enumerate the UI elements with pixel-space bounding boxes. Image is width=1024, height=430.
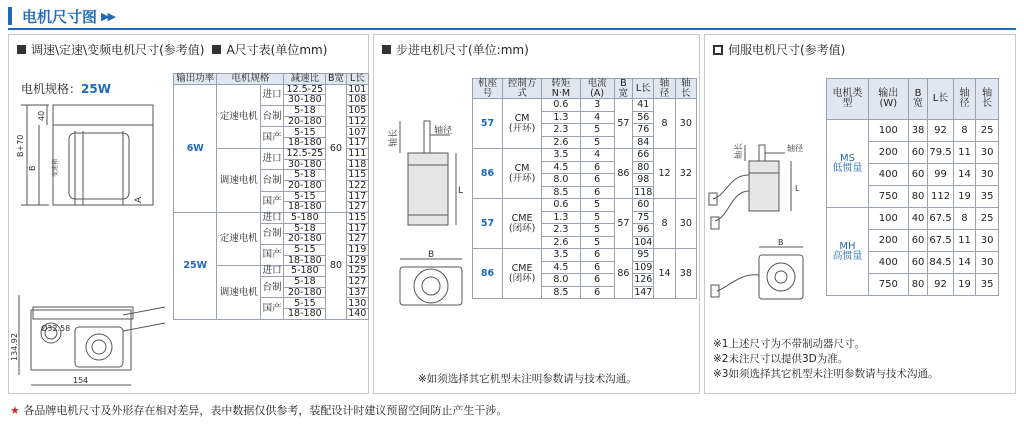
control-cell <box>502 99 541 149</box>
control-loop: (开环) <box>508 172 536 184</box>
ratio-cell: 5-15 <box>284 191 326 202</box>
l-length-cell: 127 <box>346 277 368 288</box>
l-length-cell: 76 <box>633 124 654 137</box>
servo-motor-drawing <box>709 105 825 305</box>
value-cell: 30 <box>976 230 999 252</box>
ratio-cell: 20-180 <box>284 287 326 298</box>
page-header <box>8 4 114 28</box>
l-length-cell: 118 <box>634 186 653 198</box>
current-cell: 5 <box>580 236 614 249</box>
table-row <box>473 249 697 262</box>
value-cell: 14 <box>953 164 976 186</box>
torque-cell: 2.3 <box>542 124 580 137</box>
value-cell: 40 <box>908 208 928 230</box>
panel1-title: 调速\定速\变频电机尺寸(参考值) A尺寸表(单位mm) <box>17 41 327 58</box>
torque-cell: 0.6 <box>542 199 580 212</box>
l-length-cell: 104 <box>634 236 653 248</box>
control-cell <box>502 199 541 249</box>
brand-cell: 台制 <box>260 277 283 298</box>
table-row <box>174 212 369 223</box>
l-length-cell: 117 <box>346 138 368 149</box>
control-mode: CME <box>511 213 533 224</box>
torque-cell: 2.3 <box>542 224 580 237</box>
value-cell: 112 <box>928 186 953 208</box>
header-accent-bar <box>8 7 12 25</box>
value-cell: 60 <box>908 252 928 274</box>
torque-cell: 8.0 <box>542 174 580 187</box>
torque-cell: 1.3 <box>542 111 580 124</box>
ratio-cell: 5-18 <box>284 223 326 234</box>
ratio-cell: 5-18 <box>284 277 326 288</box>
l-length-cell: 122 <box>346 180 368 191</box>
brand-cell: 国产 <box>260 245 283 266</box>
frame-cell: 86 <box>473 249 503 299</box>
brand-cell: 国产 <box>260 191 283 212</box>
l-length-cell: 130 <box>346 298 368 309</box>
dim-b70-label: B+70 <box>16 134 25 157</box>
dim-b-label: B <box>28 165 37 171</box>
l-length-cell: 137 <box>346 287 368 298</box>
l-length-cell: 118 <box>346 159 368 170</box>
table-header: L长 <box>346 74 368 85</box>
value-cell: 60 <box>908 230 928 252</box>
table-header: 电流(A) <box>580 79 614 99</box>
table-header: 电机类型 <box>827 79 869 120</box>
table-row <box>473 199 697 212</box>
current-cell: 6 <box>580 261 614 274</box>
table-header: 轴长 <box>675 79 696 99</box>
shaft-len-cell: 30 <box>675 99 696 149</box>
value-cell: 60 <box>908 164 928 186</box>
ac-motor-panel <box>8 34 369 394</box>
torque-cell: 1.3 <box>542 211 580 224</box>
table-header: 轴径 <box>654 79 675 99</box>
value-cell: 35 <box>976 186 999 208</box>
torque-cell: 2.6 <box>542 236 580 249</box>
current-cell: 3 <box>580 99 614 112</box>
square-bullet-icon <box>212 45 221 54</box>
table-header: 轴长 <box>976 79 999 120</box>
table-header: 机座号 <box>473 79 503 99</box>
l-length-cell: 66 <box>633 149 654 162</box>
shaft-length-label: 轴长 <box>389 128 399 147</box>
torque-cell: 4.5 <box>542 261 580 274</box>
shaft-dia-label: 轴径 <box>434 126 453 136</box>
ratio-cell: 5-180 <box>284 266 326 277</box>
current-cell: 6 <box>580 286 614 299</box>
header-divider <box>8 28 1016 30</box>
ratio-cell: 5-15 <box>284 127 326 138</box>
current-cell: 5 <box>580 136 614 149</box>
ratio-cell: 5-15 <box>284 298 326 309</box>
value-cell: 25 <box>976 208 999 230</box>
l-length-cell: 60 <box>633 199 654 212</box>
value-cell: 400 <box>868 252 908 274</box>
servo-note: ※2未注尺寸以提供3D为准。 <box>713 353 849 365</box>
motor-type: MH <box>839 240 856 252</box>
ratio-cell: 5-18 <box>284 170 326 181</box>
value-cell: 67.5 <box>928 230 953 252</box>
current-cell: 5 <box>580 199 614 212</box>
control-loop: (开环) <box>508 122 536 134</box>
brand-cell: 进口 <box>260 84 283 105</box>
value-cell: 19 <box>953 186 976 208</box>
l-length-cell: 84 <box>633 136 654 149</box>
value-cell: 750 <box>868 274 908 296</box>
shaft-len-cell: 30 <box>675 199 696 249</box>
table-row <box>473 99 697 112</box>
shaft-dia-label: 轴径 <box>787 144 803 153</box>
value-cell: 8 <box>953 120 976 142</box>
servo-table <box>826 78 999 296</box>
shaft-dia-cell: 14 <box>654 249 675 299</box>
square-bullet-icon <box>17 45 26 54</box>
stepper-note: ※如须选择其它机型未注明参数请与技术沟通。 <box>418 373 637 385</box>
ratio-cell: 5-18 <box>284 106 326 117</box>
ac-motor-drawing <box>10 95 171 391</box>
value-cell: 30 <box>976 164 999 186</box>
brand-cell: 进口 <box>260 212 283 223</box>
brand-cell: 进口 <box>260 266 283 277</box>
square-bullet-icon <box>382 45 391 54</box>
spec-cell: 调速电机 <box>217 266 260 319</box>
motor-type-cell <box>827 208 869 296</box>
l-length-cell: 108 <box>346 95 368 106</box>
shaft-dia-cell: 12 <box>654 149 675 199</box>
value-cell: 14 <box>953 252 976 274</box>
table-row <box>174 84 369 95</box>
current-cell: 5 <box>580 224 614 237</box>
ratio-cell: 12.5-25 <box>284 84 326 95</box>
l-length-cell: 105 <box>346 106 368 117</box>
value-cell: 400 <box>868 164 908 186</box>
l-length-cell: 129 <box>346 255 368 266</box>
l-length-cell: 125 <box>346 266 368 277</box>
l-length-cell: 111 <box>346 148 368 159</box>
motor-inertia: 低惯量 <box>832 162 863 174</box>
motor-inertia: 高惯量 <box>832 250 863 262</box>
table-header: 转矩N·M <box>542 79 580 99</box>
l-length-cell: 80 <box>633 161 654 174</box>
value-cell: 100 <box>868 208 908 230</box>
table-header: 输出功率 <box>174 74 217 85</box>
value-cell: 38 <box>908 120 928 142</box>
spec-cell: 调速电机 <box>217 148 260 212</box>
dim-h-label: 134.92 <box>10 333 19 361</box>
table-header: 控制方式 <box>502 79 541 99</box>
brand-cell: 台制 <box>260 106 283 127</box>
stepper-motor-panel <box>373 34 700 394</box>
ratio-cell: 12.5-25 <box>284 148 326 159</box>
torque-cell: 2.6 <box>542 136 580 149</box>
table-header: 减速比 <box>284 74 326 85</box>
torque-cell: 8.0 <box>542 274 580 287</box>
brand-cell: 台制 <box>260 223 283 244</box>
ratio-cell: 20-180 <box>284 234 326 245</box>
table-header: B宽 <box>614 79 633 99</box>
value-cell: 35 <box>976 274 999 296</box>
servo-note: ※1上述尺寸为不带制动器尺寸。 <box>713 338 865 350</box>
table-row <box>827 120 999 142</box>
dim-diam-label: Ø32.58 <box>41 324 71 333</box>
ratio-cell: 18-180 <box>284 202 326 213</box>
ac-motor-table <box>173 73 369 320</box>
servo-note: ※3如须选择其它机型未注明参数请与技术沟通。 <box>713 368 939 380</box>
ratio-cell: 20-180 <box>284 116 326 127</box>
shaft-dia-cell: 8 <box>654 99 675 149</box>
footer-note: ★ 各品牌电机尺寸及外形存在相对差异，表中数据仅供参考，装配设计时建议预留空间防止产生干涉。 <box>10 404 508 417</box>
ratio-cell: 30-180 <box>284 95 326 106</box>
l-length-cell: 98 <box>633 174 654 187</box>
table-header: B宽 <box>908 79 928 120</box>
value-cell: 750 <box>868 186 908 208</box>
b-width-cell: 57 <box>614 99 633 149</box>
dim-a-label: A <box>134 196 144 203</box>
page-title: 电机尺寸图 <box>22 7 98 26</box>
gearbox-label: 变速箱 <box>52 158 59 177</box>
value-cell: 99 <box>928 164 953 186</box>
value-cell: 19 <box>953 274 976 296</box>
l-length-cell: 109 <box>634 261 653 273</box>
motor-spec: 电机规格：25W <box>21 82 111 96</box>
l-length-cell: 127 <box>346 234 368 245</box>
table-header: B宽 <box>326 74 346 85</box>
l-length-cell: 75 <box>633 211 654 224</box>
value-cell: 200 <box>868 142 908 164</box>
panel2-title: 步进电机尺寸(单位:mm) <box>382 41 529 58</box>
value-cell: 8 <box>953 208 976 230</box>
value-cell: 30 <box>976 142 999 164</box>
ratio-cell: 20-180 <box>284 180 326 191</box>
current-cell: 6 <box>580 186 614 199</box>
stepper-motor-drawing <box>380 75 470 305</box>
table-header: 输出(W) <box>868 79 908 120</box>
play-arrows-icon: ▶▶ <box>101 9 114 23</box>
l-length-cell: 115 <box>346 212 368 223</box>
l-length-cell: 147 <box>634 286 653 298</box>
shaft-dia-cell: 8 <box>654 199 675 249</box>
shaft-len-cell: 38 <box>675 249 696 299</box>
frame-cell: 57 <box>473 199 503 249</box>
l-length-cell: 119 <box>346 245 368 256</box>
control-mode: CME <box>511 263 533 274</box>
b-width-cell: 86 <box>614 249 633 299</box>
ratio-cell: 18-180 <box>284 255 326 266</box>
ratio-cell: 5-180 <box>284 212 326 223</box>
panel3-title: 伺服电机尺寸(参考值) <box>713 41 845 58</box>
servo-motor-panel <box>704 34 1016 394</box>
value-cell: 92 <box>928 274 953 296</box>
table-header: L长 <box>633 79 654 99</box>
l-length-cell: 140 <box>346 309 368 320</box>
power-cell: 6W <box>174 84 217 212</box>
torque-cell: 8.5 <box>542 186 580 199</box>
spec-cell: 定速电机 <box>217 84 260 148</box>
dim-40-label: 40 <box>37 110 46 121</box>
torque-cell: 3.5 <box>542 149 580 162</box>
brand-cell: 国产 <box>260 127 283 148</box>
dim-l-label: L <box>458 186 464 196</box>
table-header: 电机规格 <box>217 74 284 85</box>
table-row <box>827 208 999 230</box>
b-width-cell: 60 <box>326 84 346 212</box>
ratio-cell: 18-180 <box>284 138 326 149</box>
l-length-cell: 56 <box>633 111 654 124</box>
ratio-cell: 30-180 <box>284 159 326 170</box>
servo-notes <box>713 337 938 382</box>
value-cell: 11 <box>953 230 976 252</box>
l-length-cell: 112 <box>346 116 368 127</box>
star-icon: ★ <box>10 404 20 417</box>
torque-cell: 0.6 <box>542 99 580 112</box>
torque-cell: 3.5 <box>542 249 580 262</box>
value-cell: 11 <box>953 142 976 164</box>
l-length-cell: 127 <box>346 202 368 213</box>
l-length-cell: 107 <box>346 127 368 138</box>
stepper-table <box>472 78 697 299</box>
dim-b-label: B <box>778 238 784 247</box>
value-cell: 25 <box>976 120 999 142</box>
torque-cell: 8.5 <box>542 286 580 299</box>
shaft-len-cell: 32 <box>675 149 696 199</box>
value-cell: 80 <box>908 186 928 208</box>
table-header: L长 <box>928 79 953 120</box>
ratio-cell: 18-180 <box>284 309 326 320</box>
ratio-cell: 5-15 <box>284 245 326 256</box>
current-cell: 4 <box>580 111 614 124</box>
current-cell: 4 <box>580 149 614 162</box>
control-cell <box>502 149 541 199</box>
motor-type: MS <box>839 152 855 164</box>
l-length-cell: 115 <box>346 170 368 181</box>
dim-b-label: B <box>428 250 435 260</box>
current-cell: 5 <box>580 124 614 137</box>
l-length-cell: 117 <box>346 223 368 234</box>
l-length-cell: 41 <box>633 99 654 112</box>
control-mode: CM <box>514 113 530 124</box>
control-cell <box>502 249 541 299</box>
brand-cell: 台制 <box>260 170 283 191</box>
b-width-cell: 86 <box>614 149 633 199</box>
value-cell: 80 <box>908 274 928 296</box>
b-width-cell: 57 <box>614 199 633 249</box>
torque-cell: 4.5 <box>542 161 580 174</box>
control-loop: (闭环) <box>508 272 536 284</box>
value-cell: 67.5 <box>928 208 953 230</box>
brand-cell: 进口 <box>260 148 283 169</box>
value-cell: 60 <box>908 142 928 164</box>
l-length-cell: 117 <box>346 191 368 202</box>
dim-l-label: L <box>795 184 800 193</box>
dim-w-label: 154 <box>73 376 89 385</box>
l-length-cell: 126 <box>634 274 653 285</box>
value-cell: 100 <box>868 120 908 142</box>
current-cell: 6 <box>580 274 614 287</box>
value-cell: 79.5 <box>928 142 953 164</box>
power-cell: 25W <box>174 212 217 319</box>
table-row <box>473 149 697 162</box>
frame-cell: 57 <box>473 99 503 149</box>
l-length-cell: 96 <box>633 224 654 237</box>
l-length-cell: 95 <box>633 249 654 262</box>
control-mode: CM <box>514 163 530 174</box>
current-cell: 6 <box>580 249 614 262</box>
value-cell: 92 <box>928 120 953 142</box>
square-bullet-icon <box>713 45 723 55</box>
motor-type-cell <box>827 120 869 208</box>
value-cell: 200 <box>868 230 908 252</box>
l-length-cell: 101 <box>346 84 368 95</box>
brand-cell: 国产 <box>260 298 283 319</box>
value-cell: 30 <box>976 252 999 274</box>
table-header: 轴径 <box>953 79 976 120</box>
value-cell: 84.5 <box>928 252 953 274</box>
frame-cell: 86 <box>473 149 503 199</box>
current-cell: 6 <box>580 174 614 187</box>
control-loop: (闭环) <box>508 222 536 234</box>
current-cell: 5 <box>580 211 614 224</box>
shaft-length-label: 轴长 <box>734 143 743 159</box>
spec-cell: 定速电机 <box>217 212 260 265</box>
b-width-cell: 80 <box>326 212 346 319</box>
current-cell: 6 <box>580 161 614 174</box>
